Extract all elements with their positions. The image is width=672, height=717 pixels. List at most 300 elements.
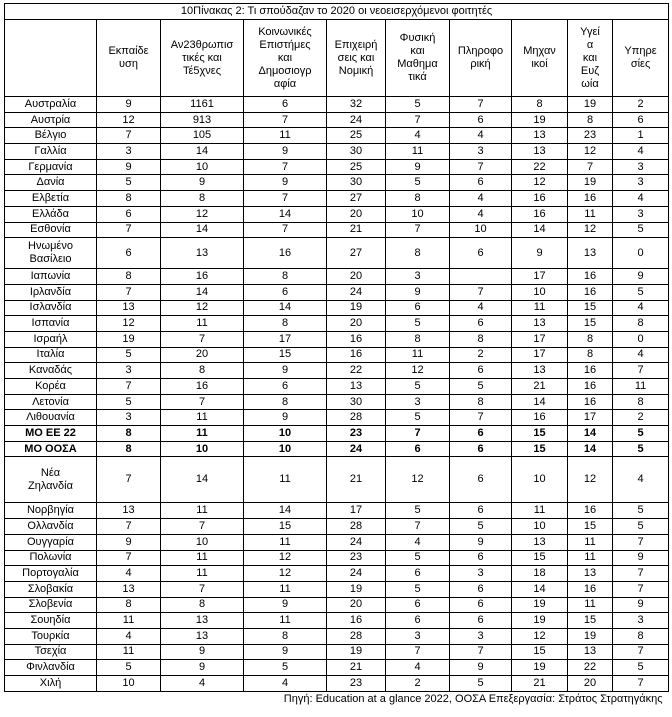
country-cell: ΜΟ ΕΕ 22 bbox=[5, 426, 97, 442]
value-cell: 5 bbox=[97, 660, 161, 676]
value-cell: 1161 bbox=[161, 97, 244, 113]
table-row bbox=[5, 550, 669, 566]
value-cell: 11 bbox=[613, 379, 669, 395]
header-line: Επιστήμες bbox=[259, 38, 311, 51]
value-cell: 17 bbox=[327, 503, 386, 519]
value-cell: 12 bbox=[97, 112, 161, 128]
value-cell: 19 bbox=[512, 613, 568, 629]
value-cell: 14 bbox=[161, 457, 244, 503]
value-cell: 6 bbox=[450, 441, 512, 457]
value-cell: 10 bbox=[244, 426, 327, 442]
value-cell: 24 bbox=[327, 284, 386, 300]
value-cell: 8 bbox=[244, 628, 327, 644]
value-cell: 0 bbox=[613, 238, 669, 269]
value-cell: 3 bbox=[386, 394, 450, 410]
value-cell: 6 bbox=[450, 316, 512, 332]
table-row bbox=[5, 284, 669, 300]
value-cell: 19 bbox=[568, 628, 613, 644]
table-row bbox=[5, 379, 669, 395]
value-cell: 23 bbox=[568, 128, 613, 144]
value-cell: 11 bbox=[244, 457, 327, 503]
value-cell: 9 bbox=[244, 410, 327, 426]
value-cell: 6 bbox=[244, 284, 327, 300]
value-cell: 8 bbox=[386, 238, 450, 269]
value-cell: 6 bbox=[386, 441, 450, 457]
value-cell: 8 bbox=[568, 112, 613, 128]
value-cell: 15 bbox=[244, 519, 327, 535]
country-cell: Ιαπωνία bbox=[5, 269, 97, 285]
country-cell: Ισλανδία bbox=[5, 300, 97, 316]
value-cell: 24 bbox=[327, 534, 386, 550]
value-cell: 6 bbox=[386, 566, 450, 582]
value-cell: 13 bbox=[512, 316, 568, 332]
value-cell: 5 bbox=[450, 519, 512, 535]
value-cell: 9 bbox=[97, 534, 161, 550]
table-row bbox=[5, 269, 669, 285]
table-row bbox=[5, 441, 669, 457]
table-row bbox=[5, 238, 669, 269]
table-title: 10Πίνακας 2: Τι σπούδαζαν το 2020 οι νεοεισερχόμενοι φοιτητές bbox=[5, 4, 669, 20]
value-cell: 32 bbox=[327, 97, 386, 113]
value-cell: 13 bbox=[512, 144, 568, 160]
value-cell: 14 bbox=[161, 222, 244, 238]
value-cell: 9 bbox=[161, 660, 244, 676]
value-cell: 8 bbox=[512, 97, 568, 113]
table-row bbox=[5, 191, 669, 207]
value-cell: 15 bbox=[512, 550, 568, 566]
country-cell: Τσεχία bbox=[5, 644, 97, 660]
value-cell: 16 bbox=[327, 613, 386, 629]
value-cell: 19 bbox=[327, 644, 386, 660]
value-cell: 11 bbox=[568, 550, 613, 566]
value-cell: 6 bbox=[97, 206, 161, 222]
value-cell: 11 bbox=[386, 144, 450, 160]
value-cell: 5 bbox=[386, 175, 450, 191]
value-cell: 3 bbox=[450, 628, 512, 644]
value-cell: 11 bbox=[161, 316, 244, 332]
table-row bbox=[5, 112, 669, 128]
country-cell: Γερμανία bbox=[5, 159, 97, 175]
table-row bbox=[5, 644, 669, 660]
value-cell: 13 bbox=[568, 644, 613, 660]
value-cell: 4 bbox=[613, 457, 669, 503]
value-cell: 11 bbox=[161, 410, 244, 426]
value-cell: 11 bbox=[244, 613, 327, 629]
table-row bbox=[5, 394, 669, 410]
value-cell: 3 bbox=[97, 144, 161, 160]
country-cell: Αυστραλία bbox=[5, 97, 97, 113]
value-cell: 8 bbox=[568, 347, 613, 363]
value-cell: 19 bbox=[97, 331, 161, 347]
value-cell: 4 bbox=[450, 300, 512, 316]
value-cell: 4 bbox=[450, 191, 512, 207]
value-cell: 7 bbox=[450, 644, 512, 660]
table-body bbox=[5, 97, 669, 692]
header-line: α bbox=[586, 38, 594, 51]
value-cell: 6 bbox=[244, 379, 327, 395]
value-cell: 14 bbox=[568, 441, 613, 457]
table-row bbox=[5, 457, 669, 503]
table-row bbox=[5, 331, 669, 347]
country-cell: Σουηδία bbox=[5, 613, 97, 629]
country-cell: Βέλγιο bbox=[5, 128, 97, 144]
value-cell: 6 bbox=[450, 175, 512, 191]
value-cell: 11 bbox=[97, 644, 161, 660]
value-cell: 30 bbox=[327, 175, 386, 191]
value-cell: 3 bbox=[386, 269, 450, 285]
value-cell: 30 bbox=[327, 394, 386, 410]
value-cell: 9 bbox=[450, 660, 512, 676]
header-line: Μαθημα bbox=[397, 58, 438, 70]
value-cell: 15 bbox=[244, 347, 327, 363]
table-row bbox=[5, 347, 669, 363]
value-cell: 28 bbox=[327, 519, 386, 535]
value-cell: 7 bbox=[568, 159, 613, 175]
header-cell bbox=[97, 20, 161, 97]
value-cell: 12 bbox=[244, 566, 327, 582]
value-cell: 13 bbox=[512, 534, 568, 550]
country-line: Βασίλειο bbox=[29, 253, 72, 266]
value-cell: 8 bbox=[97, 441, 161, 457]
value-cell: 11 bbox=[97, 613, 161, 629]
value-cell: 6 bbox=[613, 112, 669, 128]
value-cell: 13 bbox=[97, 300, 161, 316]
value-cell: 12 bbox=[161, 300, 244, 316]
value-cell: 16 bbox=[568, 191, 613, 207]
country-cell: Αυστρία bbox=[5, 112, 97, 128]
value-cell: 9 bbox=[161, 175, 244, 191]
value-cell: 7 bbox=[97, 457, 161, 503]
value-cell: 8 bbox=[450, 331, 512, 347]
value-cell: 7 bbox=[613, 534, 669, 550]
value-cell: 8 bbox=[386, 331, 450, 347]
country-cell: Σλοβακία bbox=[5, 581, 97, 597]
header-line: και bbox=[582, 51, 598, 64]
value-cell: 5 bbox=[613, 660, 669, 676]
value-cell: 6 bbox=[386, 613, 450, 629]
value-cell: 8 bbox=[450, 394, 512, 410]
source-note: Πηγή: Education at a glance 2022, ΟΟΣΑ Επεξεργασία: Στράτος Στρατηγάκης bbox=[5, 691, 669, 707]
value-cell: 9 bbox=[450, 534, 512, 550]
value-cell: 4 bbox=[244, 676, 327, 692]
value-cell: 14 bbox=[512, 394, 568, 410]
value-cell: 7 bbox=[450, 159, 512, 175]
value-cell: 6 bbox=[450, 613, 512, 629]
value-cell: 9 bbox=[244, 644, 327, 660]
value-cell: 6 bbox=[244, 97, 327, 113]
value-cell: 3 bbox=[97, 410, 161, 426]
value-cell: 5 bbox=[450, 379, 512, 395]
value-cell: 4 bbox=[613, 300, 669, 316]
country-cell: Χιλή bbox=[5, 676, 97, 692]
value-cell: 13 bbox=[327, 379, 386, 395]
table-row bbox=[5, 581, 669, 597]
header-cell bbox=[568, 20, 613, 97]
header-cell-country bbox=[5, 20, 97, 97]
value-cell: 8 bbox=[386, 191, 450, 207]
value-cell: 23 bbox=[327, 426, 386, 442]
value-cell: 7 bbox=[97, 379, 161, 395]
value-cell: 6 bbox=[450, 550, 512, 566]
value-cell: 11 bbox=[512, 503, 568, 519]
country-cell: ΜΟ ΟΟΣΑ bbox=[5, 441, 97, 457]
country-cell: Ιταλία bbox=[5, 347, 97, 363]
value-cell: 5 bbox=[613, 503, 669, 519]
country-cell: Σλοβενία bbox=[5, 597, 97, 613]
value-cell: 9 bbox=[97, 97, 161, 113]
table-row bbox=[5, 676, 669, 692]
header-line: Μηχαν bbox=[523, 45, 556, 57]
value-cell: 7 bbox=[450, 284, 512, 300]
value-cell: 5 bbox=[386, 581, 450, 597]
value-cell: 5 bbox=[386, 550, 450, 566]
value-cell: 16 bbox=[327, 331, 386, 347]
value-cell: 105 bbox=[161, 128, 244, 144]
table-row bbox=[5, 97, 669, 113]
value-cell: 14 bbox=[568, 426, 613, 442]
header-cell bbox=[450, 20, 512, 97]
country-cell: Νορβηγία bbox=[5, 503, 97, 519]
country-line: Νέα bbox=[40, 466, 61, 479]
header-line: σεις και bbox=[337, 51, 375, 64]
value-cell: 7 bbox=[450, 97, 512, 113]
value-cell: 8 bbox=[244, 269, 327, 285]
value-cell: 9 bbox=[244, 597, 327, 613]
value-cell: 14 bbox=[244, 206, 327, 222]
table-row bbox=[5, 519, 669, 535]
value-cell: 10 bbox=[450, 222, 512, 238]
value-cell: 4 bbox=[386, 660, 450, 676]
header-line: αφία bbox=[273, 77, 297, 90]
value-cell: 25 bbox=[327, 159, 386, 175]
value-cell: 7 bbox=[386, 644, 450, 660]
value-cell: 9 bbox=[512, 238, 568, 269]
country-cell: Ελλάδα bbox=[5, 206, 97, 222]
value-cell: 20 bbox=[327, 597, 386, 613]
value-cell: 8 bbox=[613, 628, 669, 644]
value-cell: 19 bbox=[512, 660, 568, 676]
value-cell: 9 bbox=[613, 597, 669, 613]
value-cell: 22 bbox=[327, 363, 386, 379]
value-cell: 2 bbox=[386, 676, 450, 692]
value-cell: 15 bbox=[568, 316, 613, 332]
header-cell bbox=[327, 20, 386, 97]
value-cell: 13 bbox=[161, 238, 244, 269]
header-line: και bbox=[277, 51, 293, 64]
header-line: Υπηρε bbox=[624, 45, 657, 57]
value-cell: 5 bbox=[97, 394, 161, 410]
value-cell: 22 bbox=[512, 159, 568, 175]
value-cell: 4 bbox=[613, 191, 669, 207]
value-cell: 16 bbox=[568, 284, 613, 300]
value-cell: 13 bbox=[161, 628, 244, 644]
value-cell: 12 bbox=[386, 457, 450, 503]
value-cell: 19 bbox=[512, 112, 568, 128]
value-cell: 24 bbox=[327, 566, 386, 582]
table-row bbox=[5, 426, 669, 442]
value-cell: 9 bbox=[613, 269, 669, 285]
table-row bbox=[5, 628, 669, 644]
table-row bbox=[5, 534, 669, 550]
country-cell: Τουρκία bbox=[5, 628, 97, 644]
value-cell: 13 bbox=[512, 363, 568, 379]
value-cell: 10 bbox=[97, 676, 161, 692]
value-cell: 8 bbox=[97, 426, 161, 442]
value-cell: 4 bbox=[613, 144, 669, 160]
value-cell: 4 bbox=[97, 566, 161, 582]
value-cell: 6 bbox=[386, 300, 450, 316]
value-cell: 10 bbox=[386, 206, 450, 222]
value-cell: 12 bbox=[568, 222, 613, 238]
value-cell: 16 bbox=[327, 347, 386, 363]
country-cell: Ελβετία bbox=[5, 191, 97, 207]
value-cell: 12 bbox=[386, 363, 450, 379]
value-cell: 16 bbox=[161, 379, 244, 395]
value-cell: 3 bbox=[613, 613, 669, 629]
value-cell: 15 bbox=[568, 519, 613, 535]
value-cell: 5 bbox=[386, 379, 450, 395]
country-cell: Ισραήλ bbox=[5, 331, 97, 347]
header-cell bbox=[512, 20, 568, 97]
value-cell: 19 bbox=[327, 581, 386, 597]
value-cell: 5 bbox=[386, 503, 450, 519]
value-cell: 12 bbox=[568, 144, 613, 160]
data-table bbox=[4, 3, 669, 707]
value-cell: 16 bbox=[568, 363, 613, 379]
header-line: τικά bbox=[408, 71, 427, 83]
value-cell: 8 bbox=[613, 394, 669, 410]
value-cell: 12 bbox=[161, 206, 244, 222]
value-cell: 11 bbox=[568, 534, 613, 550]
value-cell: 21 bbox=[512, 379, 568, 395]
table-row bbox=[5, 613, 669, 629]
value-cell: 13 bbox=[568, 238, 613, 269]
value-cell: 7 bbox=[613, 644, 669, 660]
value-cell: 15 bbox=[512, 441, 568, 457]
value-cell: 8 bbox=[568, 331, 613, 347]
value-cell: 11 bbox=[244, 534, 327, 550]
value-cell: 22 bbox=[568, 660, 613, 676]
table-row bbox=[5, 175, 669, 191]
header-line: Τέ5χνες bbox=[182, 64, 221, 77]
value-cell: 16 bbox=[568, 503, 613, 519]
value-cell: 13 bbox=[512, 128, 568, 144]
table-row bbox=[5, 597, 669, 613]
value-cell: 3 bbox=[613, 175, 669, 191]
table-row bbox=[5, 503, 669, 519]
value-cell: 5 bbox=[613, 222, 669, 238]
value-cell: 7 bbox=[97, 128, 161, 144]
value-cell: 11 bbox=[568, 597, 613, 613]
value-cell: 5 bbox=[613, 519, 669, 535]
header-line: Υγεί bbox=[580, 25, 600, 38]
value-cell: 5 bbox=[97, 347, 161, 363]
value-cell: 24 bbox=[327, 441, 386, 457]
value-cell: 9 bbox=[386, 159, 450, 175]
value-cell: 5 bbox=[613, 284, 669, 300]
value-cell: 10 bbox=[244, 441, 327, 457]
header-line: ωία bbox=[581, 77, 599, 90]
value-cell: 5 bbox=[386, 316, 450, 332]
table-row bbox=[5, 566, 669, 582]
header-line: Νομική bbox=[338, 64, 374, 77]
header-line: ρική bbox=[470, 58, 491, 70]
value-cell: 7 bbox=[97, 519, 161, 535]
value-cell: 4 bbox=[161, 676, 244, 692]
value-cell: 4 bbox=[613, 347, 669, 363]
value-cell: 6 bbox=[450, 503, 512, 519]
country-cell: Ουγγαρία bbox=[5, 534, 97, 550]
value-cell: 7 bbox=[613, 581, 669, 597]
value-cell: 13 bbox=[97, 503, 161, 519]
value-cell: 8 bbox=[613, 316, 669, 332]
country-cell bbox=[5, 238, 97, 269]
header-line: Δημοσιογρ bbox=[258, 64, 312, 77]
header-line: Επιχειρή bbox=[334, 38, 378, 51]
value-cell: 30 bbox=[327, 144, 386, 160]
value-cell: 7 bbox=[244, 159, 327, 175]
value-cell: 12 bbox=[512, 175, 568, 191]
value-cell: 3 bbox=[613, 159, 669, 175]
value-cell: 8 bbox=[244, 394, 327, 410]
value-cell: 7 bbox=[386, 222, 450, 238]
value-cell: 7 bbox=[161, 581, 244, 597]
value-cell: 9 bbox=[244, 144, 327, 160]
value-cell: 9 bbox=[244, 363, 327, 379]
country-cell: Εσθονία bbox=[5, 222, 97, 238]
value-cell: 5 bbox=[97, 175, 161, 191]
table-row bbox=[5, 410, 669, 426]
value-cell: 3 bbox=[613, 206, 669, 222]
value-cell: 7 bbox=[244, 222, 327, 238]
value-cell: 7 bbox=[386, 426, 450, 442]
value-cell: 13 bbox=[97, 581, 161, 597]
value-cell: 913 bbox=[161, 112, 244, 128]
country-cell: Δανία bbox=[5, 175, 97, 191]
table-row bbox=[5, 222, 669, 238]
value-cell: 2 bbox=[450, 347, 512, 363]
value-cell: 25 bbox=[327, 128, 386, 144]
value-cell: 4 bbox=[386, 128, 450, 144]
value-cell: 6 bbox=[97, 238, 161, 269]
value-cell: 7 bbox=[450, 410, 512, 426]
value-cell: 28 bbox=[327, 410, 386, 426]
value-cell: 27 bbox=[327, 238, 386, 269]
value-cell: 13 bbox=[161, 613, 244, 629]
value-cell: 16 bbox=[512, 410, 568, 426]
value-cell: 10 bbox=[512, 519, 568, 535]
value-cell: 12 bbox=[97, 316, 161, 332]
value-cell: 13 bbox=[568, 566, 613, 582]
value-cell: 17 bbox=[244, 331, 327, 347]
value-cell: 5 bbox=[386, 97, 450, 113]
country-cell: Ιρλανδία bbox=[5, 284, 97, 300]
header-cell bbox=[244, 20, 327, 97]
country-cell: Ισπανία bbox=[5, 316, 97, 332]
value-cell: 16 bbox=[568, 379, 613, 395]
value-cell: 19 bbox=[568, 97, 613, 113]
country-cell: Γαλλία bbox=[5, 144, 97, 160]
value-cell: 6 bbox=[450, 363, 512, 379]
value-cell: 6 bbox=[450, 426, 512, 442]
value-cell: 11 bbox=[244, 128, 327, 144]
country-cell: Λιθουανία bbox=[5, 410, 97, 426]
value-cell: 14 bbox=[161, 284, 244, 300]
value-cell: 7 bbox=[613, 566, 669, 582]
value-cell: 20 bbox=[327, 269, 386, 285]
table-row bbox=[5, 660, 669, 676]
value-cell: 16 bbox=[244, 238, 327, 269]
